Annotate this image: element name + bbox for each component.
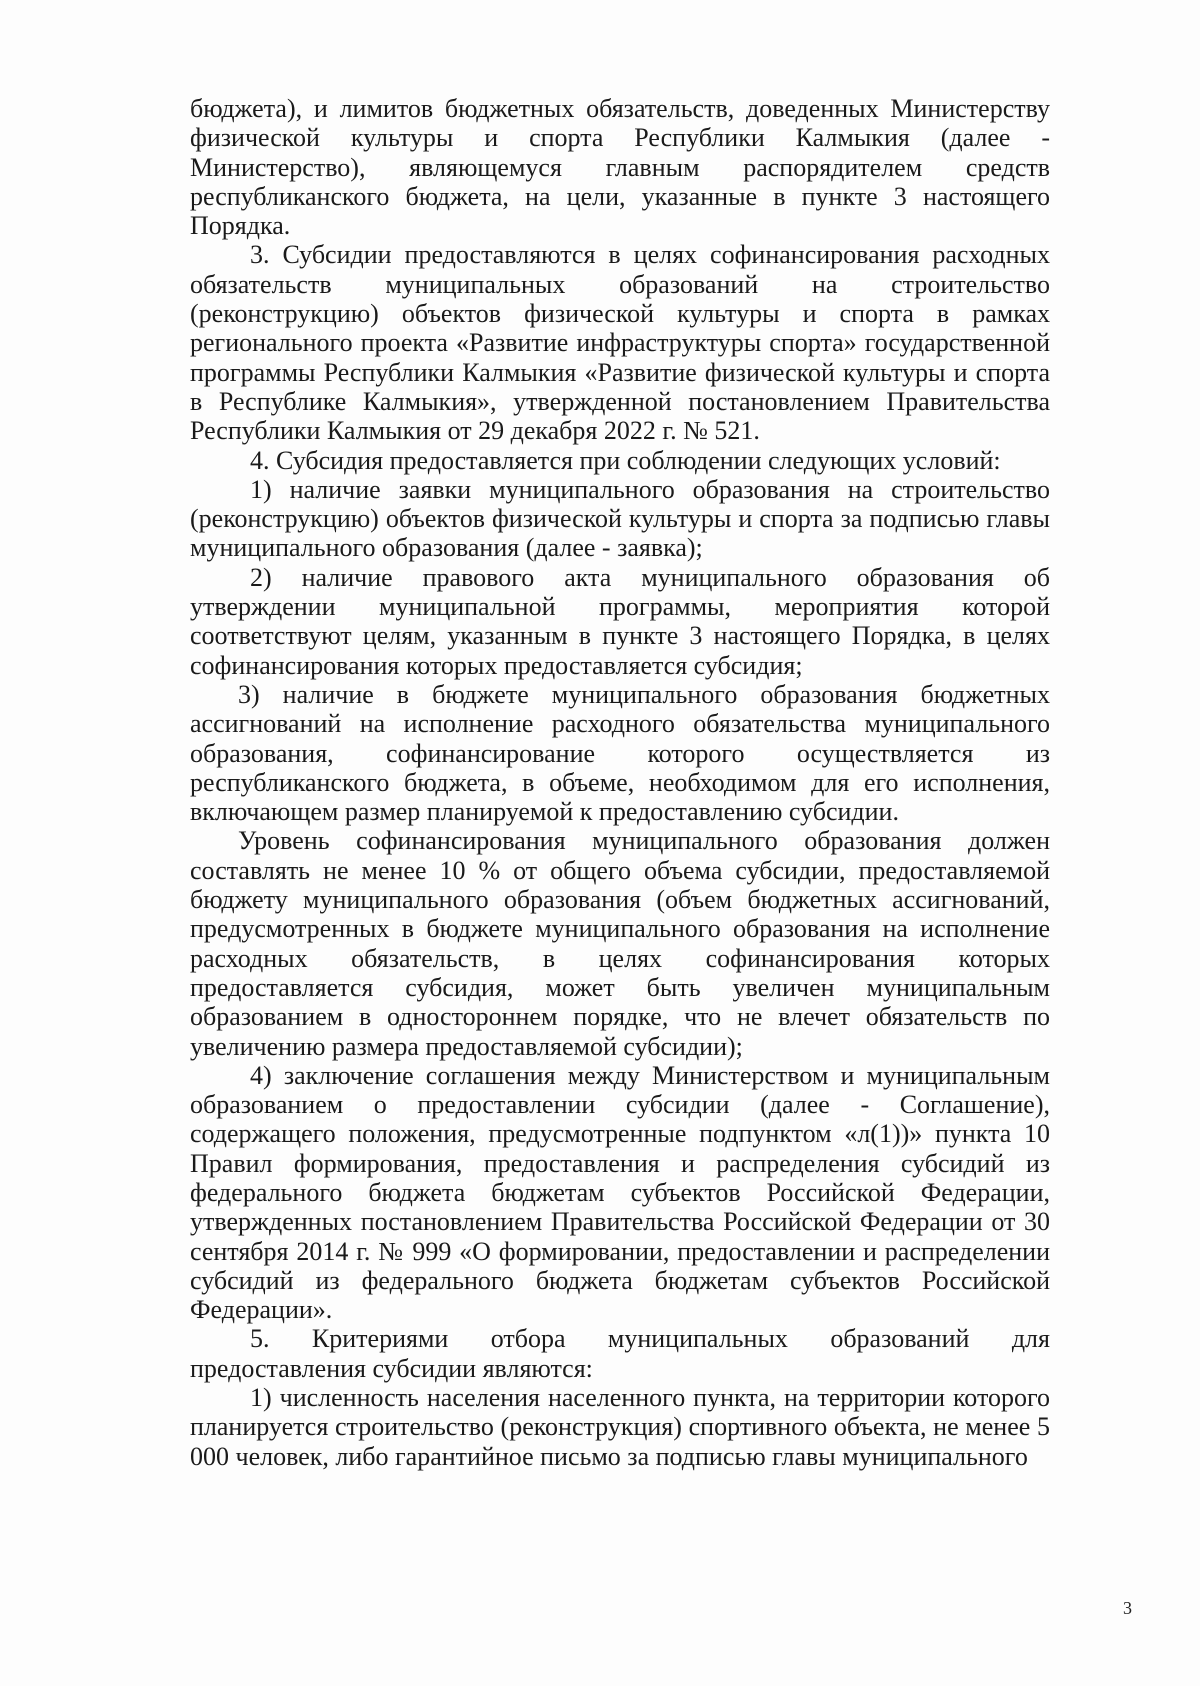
paragraph-item-4: 4. Субсидия предоставляется при соблюдении следующих условий: <box>250 445 1001 475</box>
paragraph-cofinancing-level: Уровень софинансирования муниципального образования должен составлять не менее 10 % от общего объема субсидии, предоставляемой бюджету муниципального образования (объем бюджетных ассигнований, предусмотренных в бюджете муниципального образования на исполнение расходных обязательств, в целях софинансирования которых предоставляется субсидия, может быть увеличен муниципальным образованием в одностороннем порядке, что не влечет обязательств по увеличению размера предоставляемой субсидии); <box>190 826 1050 1061</box>
document-body <box>190 94 1050 1471</box>
paragraph-condition-4: 4) заключение соглашения между Министерством и муниципальным образованием о предоставлении субсидии (далее - Соглашение), содержащего положения, предусмотренные подпунктом «л(1))» пункта 10 Правил формирования, предоставления и распределения субсидий из федерального бюджета бюджетам субъектов Российской Федерации, утвержденных постановлением Правительства Российской Федерации от 30 сентября 2014 г. № 999 «О формировании, предоставлении и распределении субсидий из федерального бюджета бюджетам субъектов Российской Федерации». <box>190 1060 1050 1325</box>
paragraph-condition-2: 2) наличие правового акта муниципального образования об утверждении муниципальной программы, мероприятия которой соответствуют целям, указанным в пункте 3 настоящего Порядка, в целях софинансирования которых предоставляется субсидия; <box>190 562 1050 680</box>
page-number: 3 <box>1123 1598 1132 1618</box>
paragraph-condition-3: 3) наличие в бюджете муниципального образования бюджетных ассигнований на исполнение расходного обязательства муниципального образования, софинансирование которого осуществляется из республиканского бюджета, в объеме, необходимом для его исполнения, включающем размер планируемой к предоставлению субсидии. <box>190 679 1050 827</box>
paragraph-item-3: 3. Субсидии предоставляются в целях софинансирования расходных обязательств муниципальных образований на строительство (реконструкцию) объектов физической культуры и спорта в рамках регионального проекта «Развитие инфраструктуры спорта» государственной программы Республики Калмыкия «Развитие физической культуры и спорта в Республике Калмыкия», утвержденной постановлением Правительства Республики Калмыкия от 29 декабря 2022 г. № 521. <box>190 240 1050 446</box>
paragraph-criterion-1: 1) численность населения населенного пункта, на территории которого планируется строительство (реконструкция) спортивного объекта, не менее 5 000 человек, либо гарантийное письмо за подписью главы муниципального <box>190 1383 1050 1471</box>
paragraph-budget-continuation: бюджета), и лимитов бюджетных обязательств, доведенных Министерству физической культуры и спорта Республики Калмыкия (далее - Министерство), являющемуся главным распорядителем средств республиканского бюджета, на цели, указанные в пункте 3 настоящего Порядка. <box>190 94 1050 241</box>
paragraph-condition-1: 1) наличие заявки муниципального образования на строительство (реконструкцию) объектов физической культуры и спорта за подписью главы муниципального образования (далее - заявка); <box>190 474 1050 563</box>
paragraph-item-5: 5. Критериями отбора муниципальных образований для предоставления субсидии являются: <box>190 1324 1050 1383</box>
